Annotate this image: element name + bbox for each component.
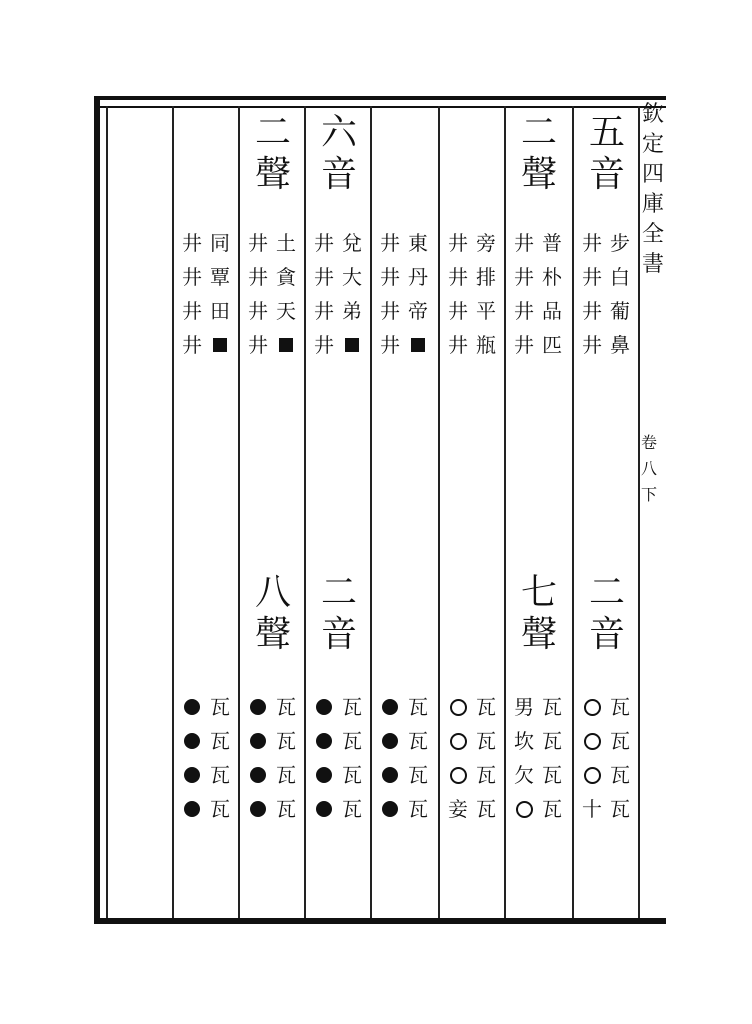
character: 帝	[408, 299, 428, 323]
entry-column-right	[540, 226, 564, 362]
character: 瓦	[610, 729, 630, 753]
frame-left-border	[94, 96, 100, 924]
character: 瓦	[210, 763, 230, 787]
filled-square-mark	[274, 328, 298, 362]
entry-column-left	[312, 226, 336, 362]
character: 井	[248, 231, 268, 255]
open-circle-mark	[580, 690, 604, 724]
filled-circle-mark	[378, 724, 402, 758]
entry-column-right	[406, 690, 430, 826]
character: 井	[448, 231, 468, 255]
character: 瓦	[342, 797, 362, 821]
character: 井	[582, 299, 602, 323]
character: 瓶	[476, 333, 496, 357]
character: 井	[314, 231, 334, 255]
entry-column-left	[512, 226, 536, 362]
entry-column-right	[340, 690, 364, 826]
entry-column-right	[474, 690, 498, 826]
filled-circle-mark	[312, 724, 336, 758]
character: 田	[210, 299, 230, 323]
character: 瓦	[610, 695, 630, 719]
character: 朴	[542, 265, 562, 289]
character: 井	[182, 265, 202, 289]
entry-column-left	[246, 690, 270, 826]
character: 鼻	[610, 333, 630, 357]
volume-label: 卷 八 下	[640, 433, 657, 504]
filled-square-mark	[406, 328, 430, 362]
character: 同	[210, 231, 230, 255]
character: 貪	[276, 265, 296, 289]
character: 十	[582, 797, 602, 821]
margin-book-title: 欽 定 四 庫 全 書	[641, 102, 664, 277]
column-rule	[438, 106, 440, 918]
character: 覃	[210, 265, 230, 289]
entry-column-right	[608, 226, 632, 362]
column-subheading: 八 聲	[254, 572, 291, 655]
frame-bottom-border	[94, 918, 666, 924]
entry-column-left	[580, 226, 604, 362]
filled-circle-mark	[312, 758, 336, 792]
frame-top-border	[96, 96, 666, 100]
column-rule	[106, 106, 108, 918]
open-circle-mark	[446, 724, 470, 758]
entry-column-left	[378, 226, 402, 362]
filled-circle-mark	[246, 758, 270, 792]
column-subheading: 二 音	[320, 572, 357, 655]
character: 平	[476, 299, 496, 323]
column-heading: 六 音	[320, 112, 357, 195]
character: 匹	[542, 333, 562, 357]
column-subheading: 二 音	[588, 572, 625, 655]
character: 白	[610, 265, 630, 289]
character: 井	[448, 299, 468, 323]
character: 瓦	[210, 797, 230, 821]
character: 東	[408, 231, 428, 255]
character: 丹	[408, 265, 428, 289]
character: 瓦	[542, 729, 562, 753]
character: 兌	[342, 231, 362, 255]
character: 井	[314, 299, 334, 323]
entry-column-left	[378, 690, 402, 826]
character: 井	[182, 299, 202, 323]
character: 井	[582, 265, 602, 289]
character: 坎	[514, 729, 534, 753]
character: 旁	[476, 231, 496, 255]
character: 排	[476, 265, 496, 289]
character: 男	[514, 695, 534, 719]
filled-circle-mark	[180, 792, 204, 826]
character: 井	[380, 299, 400, 323]
character: 瓦	[476, 797, 496, 821]
character: 井	[248, 265, 268, 289]
character: 品	[542, 299, 562, 323]
character: 瓦	[610, 763, 630, 787]
entry-column-right	[274, 690, 298, 826]
entry-column-left	[312, 690, 336, 826]
character: 瓦	[276, 763, 296, 787]
character: 普	[542, 231, 562, 255]
character: 瓦	[210, 729, 230, 753]
character: 天	[276, 299, 296, 323]
character: 瓦	[476, 695, 496, 719]
entry-column-left	[512, 690, 536, 826]
character: 井	[182, 231, 202, 255]
entry-column-right	[474, 226, 498, 362]
open-circle-mark	[580, 724, 604, 758]
filled-circle-mark	[378, 690, 402, 724]
entry-column-left	[246, 226, 270, 362]
character: 妾	[448, 797, 468, 821]
column-heading: 二 聲	[254, 112, 291, 195]
character: 弟	[342, 299, 362, 323]
character: 井	[380, 333, 400, 357]
character: 瓦	[610, 797, 630, 821]
character: 井	[582, 231, 602, 255]
character: 瓦	[542, 797, 562, 821]
character: 瓦	[408, 797, 428, 821]
filled-circle-mark	[180, 724, 204, 758]
open-circle-mark	[580, 758, 604, 792]
character: 瓦	[210, 695, 230, 719]
frame-inner-top-border	[100, 106, 666, 108]
character: 瓦	[276, 729, 296, 753]
character: 井	[182, 333, 202, 357]
character: 葡	[610, 299, 630, 323]
filled-circle-mark	[378, 792, 402, 826]
character: 瓦	[542, 695, 562, 719]
column-rule	[370, 106, 372, 918]
entry-column-right	[340, 226, 364, 362]
entry-column-left	[580, 690, 604, 826]
character: 瓦	[408, 695, 428, 719]
entry-column-left	[446, 226, 470, 362]
column-subheading: 七 聲	[520, 572, 557, 655]
filled-circle-mark	[378, 758, 402, 792]
open-circle-mark	[446, 690, 470, 724]
entry-column-right	[274, 226, 298, 362]
character: 井	[248, 333, 268, 357]
entry-column-right	[406, 226, 430, 362]
character: 瓦	[276, 695, 296, 719]
character: 井	[514, 231, 534, 255]
character: 瓦	[342, 763, 362, 787]
filled-circle-mark	[180, 690, 204, 724]
character: 瓦	[342, 729, 362, 753]
character: 井	[380, 265, 400, 289]
character: 步	[610, 231, 630, 255]
character: 瓦	[408, 763, 428, 787]
character: 瓦	[542, 763, 562, 787]
entry-column-left	[180, 226, 204, 362]
column-heading: 五 音	[588, 112, 625, 195]
character: 井	[314, 265, 334, 289]
character: 瓦	[276, 797, 296, 821]
filled-square-mark	[208, 328, 232, 362]
character: 井	[448, 333, 468, 357]
column-rule	[504, 106, 506, 918]
entry-column-left	[180, 690, 204, 826]
open-circle-mark	[446, 758, 470, 792]
filled-circle-mark	[312, 792, 336, 826]
entry-column-right	[540, 690, 564, 826]
column-rule	[304, 106, 306, 918]
column-rule	[238, 106, 240, 918]
character: 瓦	[408, 729, 428, 753]
character: 井	[582, 333, 602, 357]
character: 井	[514, 299, 534, 323]
filled-circle-mark	[312, 690, 336, 724]
character: 井	[514, 333, 534, 357]
entry-column-left	[446, 690, 470, 826]
character: 瓦	[476, 729, 496, 753]
character: 瓦	[342, 695, 362, 719]
filled-circle-mark	[246, 724, 270, 758]
character: 土	[276, 231, 296, 255]
filled-square-mark	[340, 328, 364, 362]
character: 井	[514, 265, 534, 289]
filled-circle-mark	[246, 792, 270, 826]
entry-column-right	[208, 690, 232, 826]
entry-column-right	[608, 690, 632, 826]
filled-circle-mark	[180, 758, 204, 792]
character: 井	[314, 333, 334, 357]
entry-column-right	[208, 226, 232, 362]
character: 井	[248, 299, 268, 323]
character: 瓦	[476, 763, 496, 787]
character: 井	[448, 265, 468, 289]
column-rule	[572, 106, 574, 918]
open-circle-mark	[512, 792, 536, 826]
character: 大	[342, 265, 362, 289]
column-heading: 二 聲	[520, 112, 557, 195]
character: 欠	[514, 763, 534, 787]
character: 井	[380, 231, 400, 255]
filled-circle-mark	[246, 690, 270, 724]
column-rule	[172, 106, 174, 918]
